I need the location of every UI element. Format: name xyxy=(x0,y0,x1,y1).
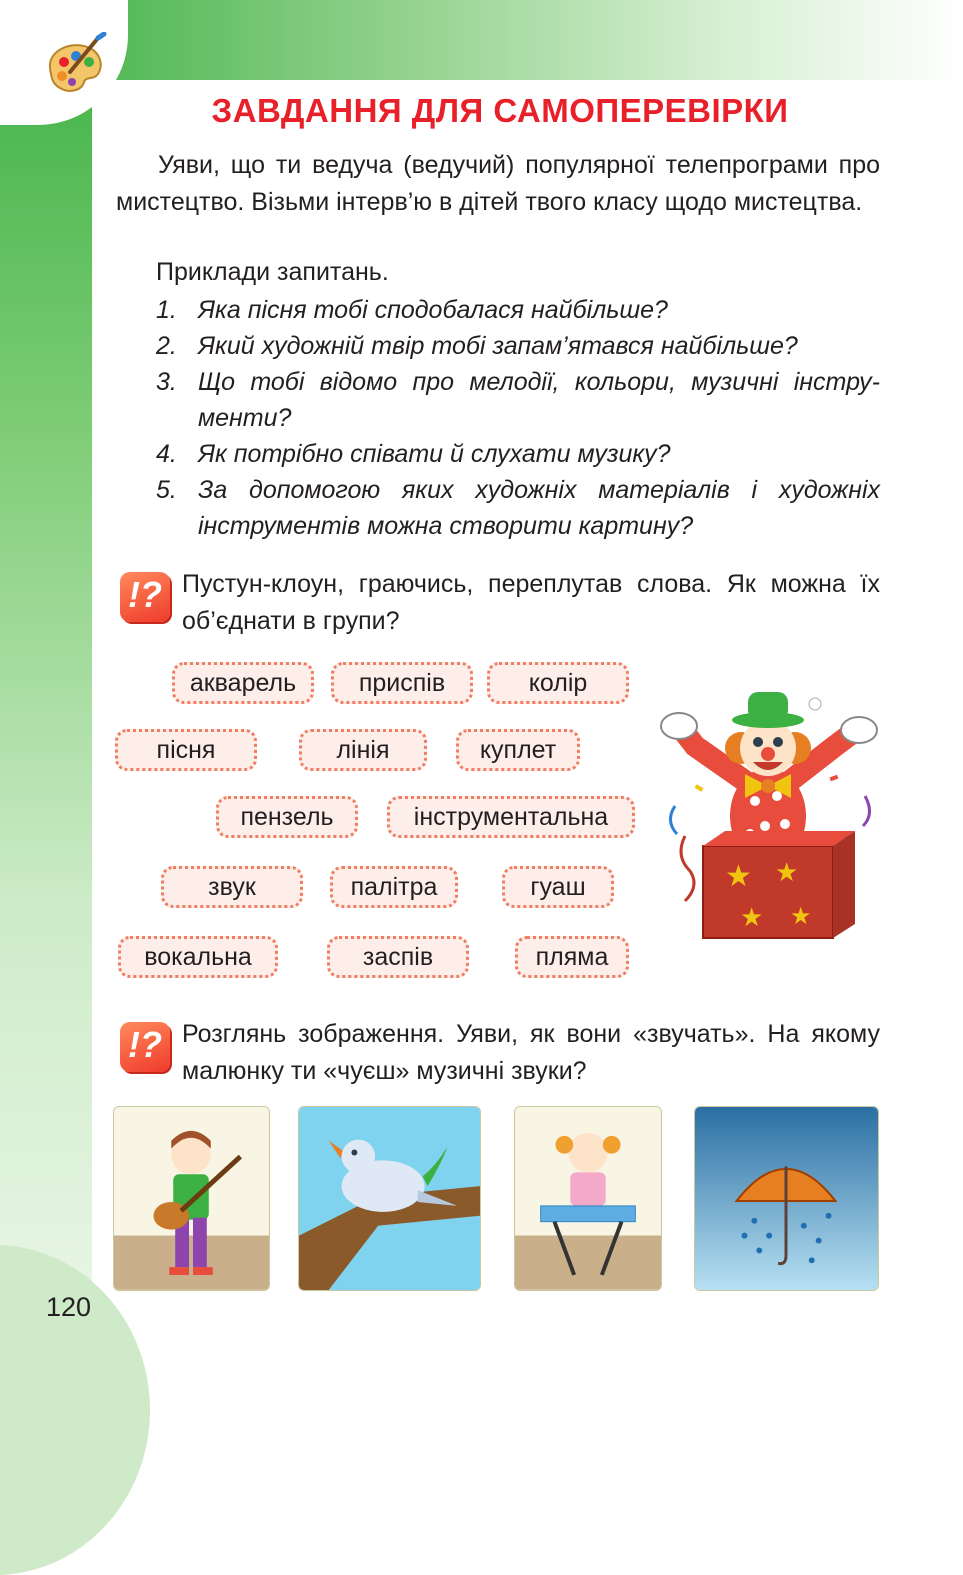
question-text: Яка пісня тобі сподобалася найбільше? xyxy=(198,296,668,324)
page-title: ЗАВДАННЯ ДЛЯ САМОПЕРЕВІРКИ xyxy=(211,92,789,129)
question-text: Як потрібно співати й слухати музику? xyxy=(198,440,671,468)
word-chip: приспів xyxy=(331,662,473,704)
word-chip: пляма xyxy=(515,936,629,978)
word-chip: пісня xyxy=(115,729,257,771)
clown-illustration xyxy=(655,686,880,944)
word-chip: заспів xyxy=(327,936,469,978)
word-chip: інструментальна xyxy=(387,796,635,838)
left-decor-band xyxy=(0,0,92,1394)
question-number: 5. xyxy=(156,476,177,504)
question-text: За допомогою яких художніх матеріалів і художніх інструментів можна створити картину? xyxy=(198,476,880,540)
top-decor-band xyxy=(0,0,963,80)
word-chip: палітра xyxy=(330,866,458,908)
girl-keyboard-picture xyxy=(514,1106,662,1291)
word-chip: вокальна xyxy=(118,936,278,978)
svg-text:★: ★ xyxy=(790,903,812,930)
svg-text:★: ★ xyxy=(725,860,752,893)
question-item xyxy=(156,472,880,544)
question-text: Який художній твір тобі запам’ятався найбільше? xyxy=(198,332,798,360)
svg-text:★: ★ xyxy=(740,902,764,932)
umbrella-rain-picture xyxy=(694,1106,879,1291)
question-item xyxy=(156,436,880,472)
question-item xyxy=(156,364,880,436)
page-number: 120 xyxy=(46,1292,92,1322)
boy-guitar-picture xyxy=(113,1106,270,1291)
task-clown-text: Пустун-клоун, граючись, переплутав слова. Як можна їх об’єднати в групи? xyxy=(182,570,880,635)
word-chip: гуаш xyxy=(502,866,614,908)
palette-icon xyxy=(40,32,110,102)
question-number: 2. xyxy=(156,332,177,360)
word-chip: пензель xyxy=(216,796,358,838)
task-images-text: Розглянь зображення. Уяви, як вони «звучать». На якому малюнку ти «чуєш» музичні звуки? xyxy=(182,1020,880,1085)
svg-text:★: ★ xyxy=(775,857,799,887)
question-badge-icon: !? xyxy=(120,572,170,622)
word-chip: куплет xyxy=(456,729,580,771)
question-number: 1. xyxy=(156,296,177,324)
question-number: 4. xyxy=(156,440,177,468)
question-item xyxy=(156,292,880,328)
question-item xyxy=(156,328,880,364)
examples-label: Приклади запитань. xyxy=(156,258,389,286)
word-chip: лінія xyxy=(299,729,427,771)
question-text: Що тобі відомо про мелодії, кольори, музичні інструменти? xyxy=(198,368,880,432)
word-chip: звук xyxy=(161,866,303,908)
question-badge-icon: !? xyxy=(120,1022,170,1072)
intro-paragraph: Уяви, що ти ведуча (ведучий) популярної телепрограми про мистецтво. Візьми інтерв’ю в дітей твого класу щодо мистецтва. xyxy=(116,151,880,216)
question-number: 3. xyxy=(156,368,177,396)
bird-picture xyxy=(298,1106,481,1291)
word-chip: акварель xyxy=(172,662,314,704)
word-chip: колір xyxy=(487,662,629,704)
